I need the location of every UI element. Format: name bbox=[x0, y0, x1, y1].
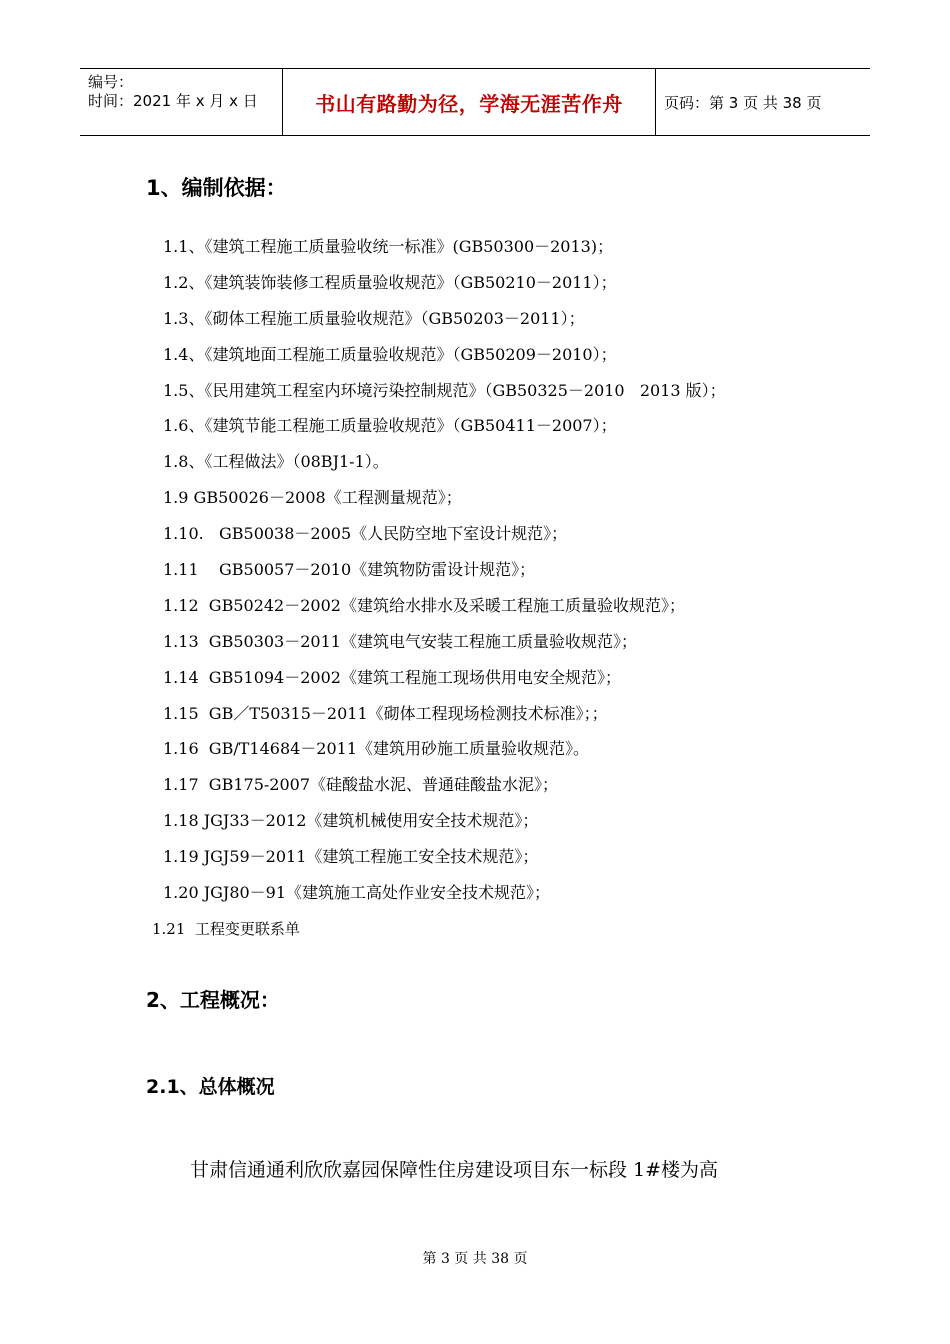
reference-item: 1.18 JGJ33－2012《建筑机械使用安全技术规范》； bbox=[163, 811, 539, 831]
page-footer: 第 3 页 共 38 页 bbox=[422, 1251, 528, 1267]
reference-item: 1.20 JGJ80－91《建筑施工高处作业安全技术规范》； bbox=[163, 883, 551, 903]
reference-list bbox=[152, 233, 726, 951]
reference-item: 1.5、《民用建筑工程室内环境污染控制规范》（GB50325－2010 2013 版）； bbox=[163, 380, 726, 400]
header-page-cell bbox=[656, 69, 870, 135]
reference-item: 1.2、《建筑装饰装修工程质量验收规范》（GB50210－2011）； bbox=[163, 272, 617, 292]
reference-item: 1.6、《建筑节能工程施工质量验收规范》（GB50411－2007）； bbox=[163, 416, 617, 436]
header-motto-cell bbox=[282, 69, 656, 135]
reference-item: 1.9 GB50026－2008《工程测量规范》； bbox=[163, 488, 462, 508]
reference-item: 1.17 GB175-2007《硅酸盐水泥、普通硅酸盐水泥》； bbox=[163, 775, 559, 795]
reference-item: 1.11 GB50057－2010《建筑物防雷设计规范》； bbox=[163, 560, 536, 580]
reference-item: 1.13 GB50303－2011《建筑电气安装工程施工质量验收规范》； bbox=[163, 631, 637, 651]
section-1-title: 1、编制依据： bbox=[146, 176, 287, 200]
reference-item: 1.8、《工程做法》（08BJ1-1）。 bbox=[163, 452, 389, 472]
header-table bbox=[80, 68, 870, 136]
reference-item: 1.10. GB50038－2005《人民防空地下室设计规范》； bbox=[163, 524, 568, 544]
section-2-title: 2、工程概况： bbox=[146, 988, 280, 1012]
header-meta bbox=[80, 69, 282, 135]
header-motto: 书山有路勤为径，学海无涯苦作舟 bbox=[315, 91, 623, 116]
reference-item: 1.16 GB/T14684－2011《建筑用砂施工质量验收规范》。 bbox=[163, 739, 590, 759]
reference-item: 1.19 JGJ59－2011《建筑工程施工安全技术规范》； bbox=[163, 847, 539, 867]
section-2-1-title: 2.1、总体概况 bbox=[146, 1076, 275, 1098]
time-label: 时间：2021 年 x 月 x 日 bbox=[88, 92, 258, 110]
reference-item: 1.1、《建筑工程施工质量验收统一标准》(GB50300－2013)； bbox=[163, 237, 614, 256]
page-label: 页码：第 3 页 共 38 页 bbox=[664, 93, 822, 112]
overview-paragraph: 甘肃信通通利欣欣嘉园保障性住房建设项目东一标段 1#楼为高 bbox=[190, 1159, 719, 1181]
number-label: 编号： bbox=[88, 73, 134, 91]
reference-item: 1.3、《砌体工程施工质量验收规范》（GB50203－2011）； bbox=[163, 308, 585, 328]
reference-item: 1.12 GB50242－2002《建筑给水排水及采暖工程施工质量验收规范》； bbox=[163, 595, 685, 615]
reference-item: 1.4、《建筑地面工程施工质量验收规范》（GB50209－2010）； bbox=[163, 344, 617, 364]
reference-item: 1.21 工程变更联系单 bbox=[152, 919, 300, 938]
reference-item: 1.14 GB51094－2002《建筑工程施工现场供用电安全规范》； bbox=[163, 667, 621, 687]
reference-item: 1.15 GB／T50315－2011《砌体工程现场检测技术标准》；； bbox=[163, 703, 608, 723]
